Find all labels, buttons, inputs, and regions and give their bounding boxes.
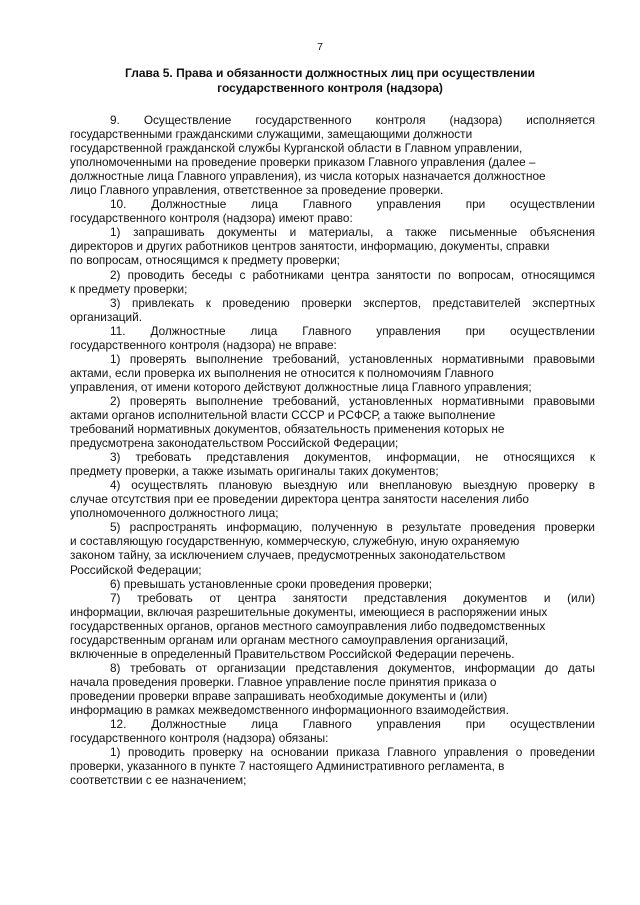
text-line: государственного контроля (надзора) имеют право: xyxy=(70,211,353,226)
text-line: информацию в рамках межведомственного информационного взаимодействия. xyxy=(70,702,509,717)
paragraph xyxy=(70,745,595,787)
paragraph xyxy=(70,197,595,225)
text-line: государственным органам или органам местного самоуправления организаций, xyxy=(70,632,509,647)
text-line: 1) запрашивать документы и материалы, а также письменные объяснения xyxy=(110,225,595,240)
text-line: информации, включая разрешительные документы, имеющиеся в распоряжении иных xyxy=(70,604,548,619)
text-line: 11. Должностные лица Главного управления при осуществлении xyxy=(110,323,595,338)
paragraph xyxy=(70,520,595,576)
text-line: 1) проводить проверку на основании приказа Главного управления о проведении xyxy=(110,745,595,760)
text-line: законом тайну, за исключением случаев, предусмотренных законодательством xyxy=(70,548,506,563)
text-line: государственных органов, органов местного самоуправления либо подведомственных xyxy=(70,618,546,633)
text-line: организаций. xyxy=(70,309,143,324)
chapter-title-line: государственного контроля (надзора) xyxy=(217,80,443,95)
text-line: Российской Федерации; xyxy=(70,562,202,577)
text-line: уполномоченными на проведение проверки приказом Главного управления (далее – xyxy=(70,155,536,170)
text-line: 7) требовать от центра занятости представления документов и (или) xyxy=(110,590,595,605)
text-line: 1) проверять выполнение требований, установленных нормативными правовыми xyxy=(110,351,595,366)
text-line: лицо Главного управления, ответственное за проведение проверки. xyxy=(70,183,444,198)
text-line: включенные в определенный Правительством Российской Федерации перечень. xyxy=(70,646,515,661)
text-line: требований нормативных документов, обязательность применения которых не xyxy=(70,422,505,437)
text-line: актами органов исполнительной власти СССР и РСФСР, а также выполнение xyxy=(70,407,496,422)
text-line: проверки, указанного в пункте 7 настоящего Административного регламента, в xyxy=(70,759,505,774)
text-line: 12. Должностные лица Главного управления при осуществлении xyxy=(110,717,595,732)
text-line: 4) осуществлять плановую выездную или внеплановую выездную проверку в xyxy=(110,478,595,493)
text-line: государственного контроля (надзора) обязаны: xyxy=(70,731,329,746)
paragraph xyxy=(70,113,595,197)
text-line: начала проведения проверки. Главное управление после принятия приказа о xyxy=(70,674,497,689)
text-line: 2) проводить беседы с работниками центра занятости по вопросам, относящимся xyxy=(110,267,595,282)
chapter-title-line: Глава 5. Права и обязанности должностных лиц при осуществлении xyxy=(125,66,535,80)
paragraph xyxy=(70,324,595,352)
chapter-title xyxy=(100,66,560,95)
paragraph xyxy=(70,478,595,520)
text-line: государственными гражданскими служащими, замещающими должности xyxy=(70,127,473,142)
text-line: государственного контроля (надзора) не вправе: xyxy=(70,337,337,352)
text-line: по вопросам, относящимся к предмету проверки; xyxy=(70,253,340,268)
paragraph xyxy=(70,661,595,717)
text-line: и составляющую государственную, коммерческую, служебную, иную охраняемую xyxy=(70,534,520,549)
text-line: 9. Осуществление государственного контроля (надзора) исполняется xyxy=(110,113,595,127)
text-line: управления, от имени которого действуют должностные лица Главного управления; xyxy=(70,379,532,394)
paragraph xyxy=(70,577,595,591)
paragraph xyxy=(70,352,595,394)
text-line: 3) привлекать к проведению проверки экспертов, представителей экспертных xyxy=(110,295,595,310)
text-line: государственной гражданской службы Курганской области в Главном управлении, xyxy=(70,141,523,156)
text-line: к предмету проверки; xyxy=(70,281,188,296)
text-line: директоров и других работников центров занятости, информацию, документы, справки xyxy=(70,239,550,254)
text-line: 2) проверять выполнение требований, установленных нормативными правовыми xyxy=(110,393,595,408)
text-line: 6) превышать установленные сроки проведения проверки; xyxy=(110,576,432,591)
text-line: должностные лица Главного управления), из числа которых назначается должностное xyxy=(70,169,546,184)
text-line: уполномоченного должностного лица; xyxy=(70,506,279,521)
paragraph xyxy=(70,591,595,661)
text-line: предусмотрена законодательством Российской Федерации; xyxy=(70,436,399,451)
page-number: 7 xyxy=(317,41,323,53)
document-body xyxy=(70,113,595,787)
text-line: соответствии с ее назначением; xyxy=(70,773,247,788)
text-line: 5) распространять информацию, полученную в результате проведения проверки xyxy=(110,520,595,535)
text-line: 10. Должностные лица Главного управления при осуществлении xyxy=(110,197,595,212)
paragraph xyxy=(70,268,595,296)
paragraph xyxy=(70,717,595,745)
text-line: предмету проверки, а также изымать оригиналы таких документов; xyxy=(70,464,439,479)
text-line: проведении проверки вправе запрашивать необходимые документы и (или) xyxy=(70,688,488,703)
text-line: 3) требовать представления документов, информации, не относящихся к xyxy=(110,450,595,465)
text-line: актами, если проверка их выполнения не относится к полномочиям Главного xyxy=(70,365,494,380)
paragraph xyxy=(70,225,595,267)
text-line: случае отсутствия при ее проведении директора центра занятости населения либо xyxy=(70,492,529,507)
paragraph xyxy=(70,296,595,324)
paragraph xyxy=(70,450,595,478)
paragraph xyxy=(70,394,595,450)
text-line: 8) требовать от организации представления документов, информации до даты xyxy=(110,660,595,675)
